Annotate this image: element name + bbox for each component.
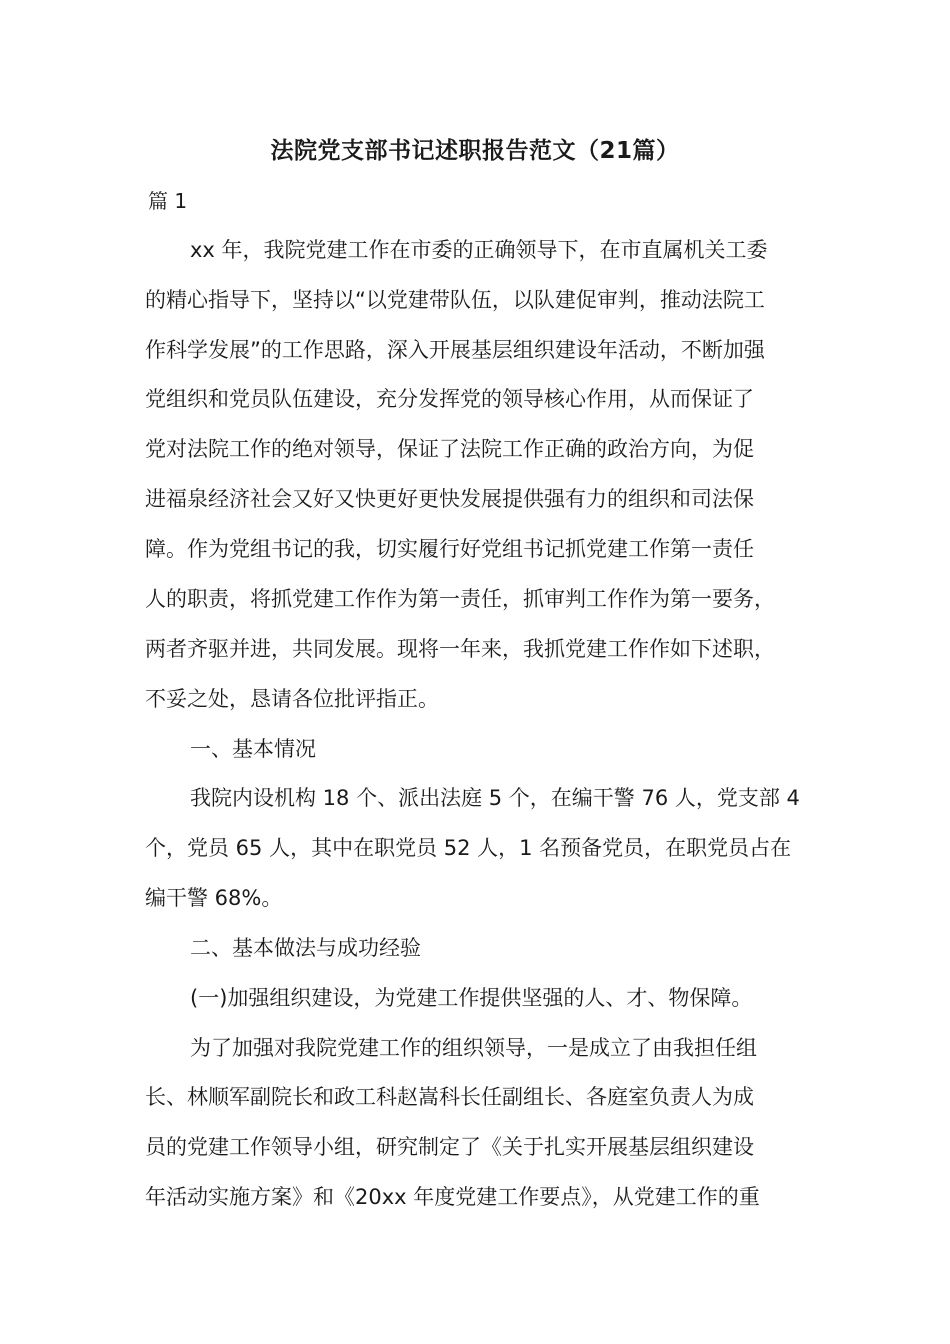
- paragraph-line: 年活动实施方案》和《20xx 年度党建工作要点》，从党建工作的重: [145, 1185, 760, 1209]
- paragraph-line: 作科学发展”的工作思路，深入开展基层组织建设年活动，不断加强: [145, 338, 765, 362]
- paragraph-line: 人的职责，将抓党建工作作为第一责任，抓审判工作作为第一要务，: [145, 587, 775, 611]
- section-heading: 二、基本做法与成功经验: [190, 936, 421, 960]
- paragraph-line: 长、林顺军副院长和政工科赵嵩科长任副组长、各庭室负责人为成: [145, 1085, 754, 1109]
- section-label: 篇 1: [148, 189, 188, 213]
- paragraph-line: 为了加强对我院党建工作的组织领导，一是成立了由我担任组: [190, 1036, 757, 1060]
- paragraph-line: 党对法院工作的绝对领导，保证了法院工作正确的政治方向，为促: [145, 437, 754, 461]
- section-heading: 一、基本情况: [190, 737, 316, 761]
- paragraph-line: 编干警 68%。: [145, 886, 283, 910]
- subsection-heading: (一)加强组织建设，为党建工作提供坚强的人、才、物保障。: [190, 986, 753, 1010]
- paragraph-line: 障。作为党组书记的我，切实履行好党组书记抓党建工作第一责任: [145, 537, 754, 561]
- paragraph-line: 两者齐驱并进，共同发展。现将一年来，我抓党建工作作如下述职，: [145, 637, 775, 661]
- document-title: 法院党支部书记述职报告范文（21篇）: [270, 138, 680, 164]
- paragraph-line: 员的党建工作领导小组，研究制定了《关于扎实开展基层组织建设: [145, 1135, 754, 1159]
- paragraph-line: 党组织和党员队伍建设，充分发挥党的领导核心作用，从而保证了: [145, 387, 754, 411]
- paragraph-line: 进福泉经济社会又好又快更好更快发展提供强有力的组织和司法保: [145, 487, 754, 511]
- paragraph-line: 个，党员 65 人，其中在职党员 52 人，1 名预备党员，在职党员占在: [145, 836, 792, 860]
- paragraph-line: 我院内设机构 18 个、派出法庭 5 个，在编干警 76 人，党支部 4: [190, 786, 800, 810]
- paragraph-line: xx 年，我院党建工作在市委的正确领导下，在市直属机关工委: [190, 238, 768, 262]
- paragraph-line: 的精心指导下，坚持以“以党建带队伍，以队建促审判，推动法院工: [145, 288, 765, 312]
- paragraph-line: 不妥之处，恳请各位批评指正。: [145, 687, 439, 711]
